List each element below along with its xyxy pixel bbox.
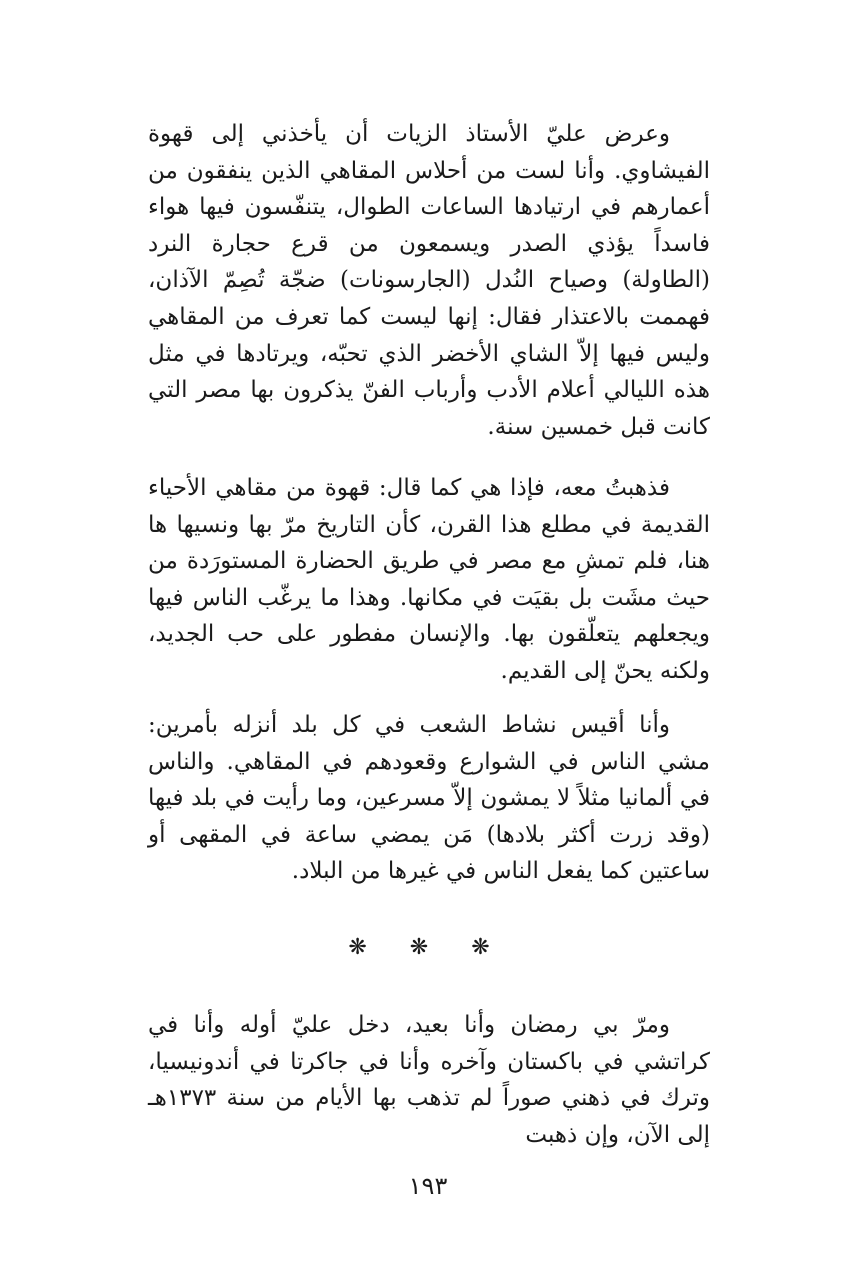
paragraph-3	[148, 707, 710, 890]
paragraph-text: وأنا أقيس نشاط الشعب في كل بلد أنزله بأمرين: مشي الناس في الشوارع وقعودهم في المقاهي. والناس في ألمانيا مثلاً لا يمشون إلاّ مسرعين، وما رأيت في بلد فيها (وقد زرت أكثر بلادها) مَن يمضي ساعة في المقهى أو ساعتين كما يفعل الناس في غيرها من البلاد.	[148, 712, 710, 885]
paragraph-text: وعرض عليّ الأستاذ الزيات أن يأخذني إلى قهوة الفيشاوي. وأنا لست من أحلاس المقاهي الذين ينفقون من أعمارهم في ارتيادها الساعات الطوال، يتنفّسون فيها هواء فاسداً يؤذي الصدر ويسمعون من قرع حجارة النرد (الطاولة) وصياح النُدل (الجارسونات) ضجّة تُصِمّ الآذان، فهممت بالاعتذار فقال: إنها ليست كما تعرف من المقاهي وليس فيها إلاّ الشاي الأخضر الذي تحبّه، ويرتادها في مثل هذه الليالي أعلام الأدب وأرباب الفنّ يذكرون بها مصر التي كانت قبل خمسين سنة.	[148, 121, 710, 440]
paragraph-1	[148, 116, 710, 445]
page-number: ١٩٣	[408, 1172, 448, 1200]
paragraph-2	[148, 470, 710, 690]
paragraph-text: فذهبتُ معه، فإذا هي كما قال: قهوة من مقاهي الأحياء القديمة في مطلع هذا القرن، كأن التاريخ مرّ بها ونسيها ها هنا، فلم تمشِ مع مصر في طريق الحضارة المستورَدة من حيث مشَت بل بقيَت في مكانها. وهذا ما يرغّب الناس فيها ويجعلهم يتعلّقون بها. والإنسان مفطور على حب الجديد، ولكنه يحنّ إلى القديم.	[148, 475, 710, 684]
section-separator: ❋ ❋ ❋	[348, 935, 508, 960]
paragraph-4	[148, 1007, 710, 1153]
paragraph-text: ومرّ بي رمضان وأنا بعيد، دخل عليّ أوله وأنا في كراتشي في باكستان وآخره وأنا في جاكرتا في أندونيسيا، وترك في ذهني صوراً لم تذهب بها الأيام من سنة ١٣٧٣هـ إلى الآن، وإن ذهبت	[148, 1012, 710, 1148]
